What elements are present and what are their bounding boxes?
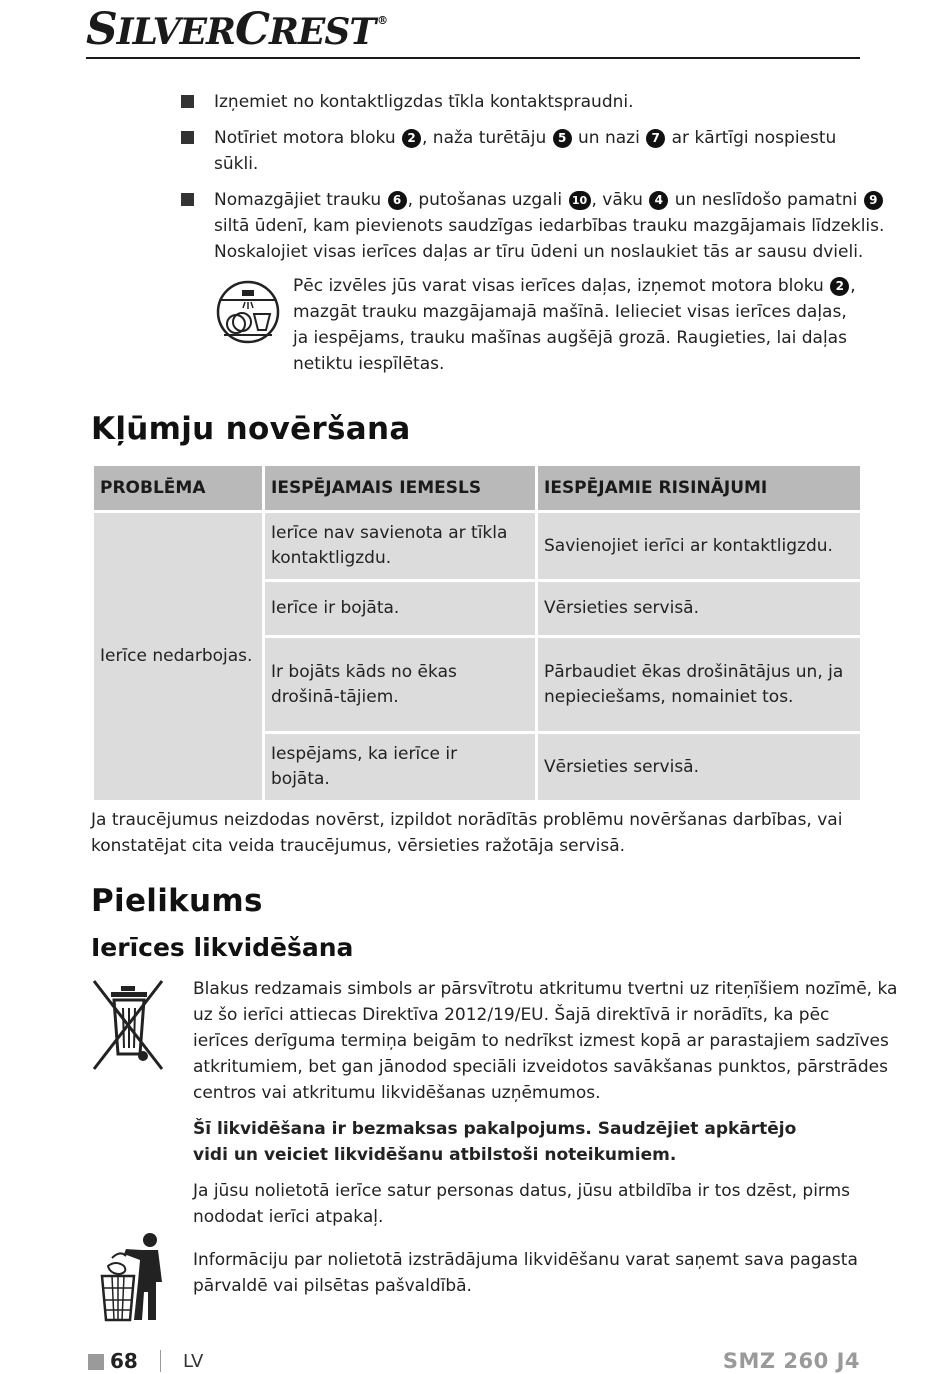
solution-cell: Savienojiet ierīci ar kontaktligzdu. [537,512,862,581]
part-number-badge: 5 [553,129,572,148]
disposal-para-1 [193,976,897,1106]
cleaning-step-3: Nomazgājiet trauku 6 , putošanas uzgali 10 , vāku 4 un neslīdošo pamatni 9 [214,187,884,213]
bullet-marker [181,131,194,144]
crossed-bin-icon [91,978,165,1072]
text-line: nododat ierīci atpakaļ. [193,1207,384,1227]
text-line: Informāciju par nolietotā izstrādājuma likvidēšanu varat saņemt sava pagasta [193,1250,858,1270]
bullet-marker [181,193,194,206]
brand-logo: SILVERCREST ® [86,4,388,55]
troubleshooting-note-line-2: konstatējat cita veida traucējumus, vērsieties ražotāja servisā. [91,836,626,856]
text-line: vidi un veiciet likvidēšanu atbilstoši noteikumiem. [193,1145,677,1165]
troubleshooting-table [91,463,863,803]
table-row [93,512,862,581]
cleaning-step-2-cont: sūkli. [214,154,259,174]
disposal-para-2 [193,1178,850,1230]
footer-marker [88,1354,104,1370]
column-header: PROBLĒMA [93,465,264,512]
cleaning-step-1: Izņemiet no kontaktligzdas tīkla kontaktspraudni. [214,92,634,112]
dishwasher-icon [216,280,280,344]
cleaning-step-2: Notīriet motora bloku 2 , naža turētāju 5 un nazi 7 ar kārtīgi nospiestu [214,128,837,148]
bullet-marker [181,95,194,108]
cause-cell: Ierīce ir bojāta. [264,581,537,637]
problem-cell: Ierīce nedarbojas. [93,512,264,802]
text-line: Šī likvidēšana ir bezmaksas pakalpojums. Saudzējiet apkārtējo [193,1119,797,1139]
text-line: ierīces derīguma termiņa beigām to nedrīkst izmest kopā ar parastajiem sadzīves [193,1031,889,1051]
cleaning-step-3-line2: siltā ūdenī, kam pievienots saudzīgas iedarbības trauku mazgājamais līdzeklis. [214,216,885,236]
solution-cell: Pārbaudiet ēkas drošinātājus un, ja nepieciešams, nomainiet tos. [537,637,862,733]
appendix-heading: Pielikums [91,883,263,919]
note-line-4: netiktu iespīlētas. [293,354,445,374]
text-line: atkritumiem, bet gan jānodod speciāli izveidotos savākšanas punktos, pārstrādes [193,1057,888,1077]
part-number-badge: 9 [864,191,883,210]
cause-cell: Ierīce nav savienota ar tīkla kontaktligzdu. [264,512,537,581]
table-header-row [93,465,862,512]
solution-cell: Vērsieties servisā. [537,581,862,637]
part-number-badge: 10 [569,191,591,210]
model-number: SMZ 260 J4 [722,1349,860,1373]
text-line: pārvaldē vai pilsētas pašvaldībā. [193,1276,472,1296]
text-line: Ja jūsu nolietotā ierīce satur personas datus, jūsu atbildība ir tos dzēst, pirms [193,1181,851,1201]
part-number-badge: 2 [830,277,849,296]
column-header: IESPĒJAMAIS IEMESLS [264,465,537,512]
page-number: 68 [110,1349,138,1373]
solution-cell: Vērsieties servisā. [537,733,862,802]
part-number-badge: 6 [388,191,407,210]
disposal-free-notice [193,1116,796,1168]
cleaning-step-3-line3: Noskalojiet visas ierīces daļas ar tīru ūdeni un noslaukiet tās ar sausu dvieli. [214,242,864,262]
troubleshooting-note-line-1: Ja traucējumus neizdodas novērst, izpildot norādītās problēmu novēršanas darbības, vai [91,810,843,830]
part-number-badge: 4 [649,191,668,210]
troubleshooting-heading: Kļūmju novēršana [91,411,411,447]
text-line: uz šo ierīci attiecas Direktīva 2012/19/EU. Šajā direktīvā ir norādīts, ka pēc [193,1005,830,1025]
note-line-1: Pēc izvēles jūs varat visas ierīces daļas, izņemot motora bloku 2 , [293,276,856,296]
part-number-badge: 7 [646,129,665,148]
note-line-3: ja iespējams, trauku mašīnas augšējā grozā. Raugieties, lai daļas [293,328,847,348]
language-code: LV [183,1351,204,1372]
column-header: IESPĒJAMIE RISINĀJUMI [537,465,862,512]
cause-cell: Ir bojāts kāds no ēkas drošinā-tājiem. [264,637,537,733]
part-number-badge: 2 [402,129,421,148]
footer-divider [160,1350,161,1372]
disposal-subheading: Ierīces likvidēšana [91,933,354,962]
tidyman-icon [98,1232,174,1324]
text-line: Blakus redzamais simbols ar pārsvītrotu atkritumu tvertni uz riteņīšiem nozīmē, ka [193,979,898,999]
note-line-2: mazgāt trauku mazgājamajā mašīnā. Ielieciet visas ierīces daļas, [293,302,847,322]
text-line: centros vai atkritumu likvidēšanas uzņēmumos. [193,1083,601,1103]
cause-cell: Iespējams, ka ierīce ir bojāta. [264,733,537,802]
disposal-para-3 [193,1247,858,1299]
header-rule [86,57,860,59]
